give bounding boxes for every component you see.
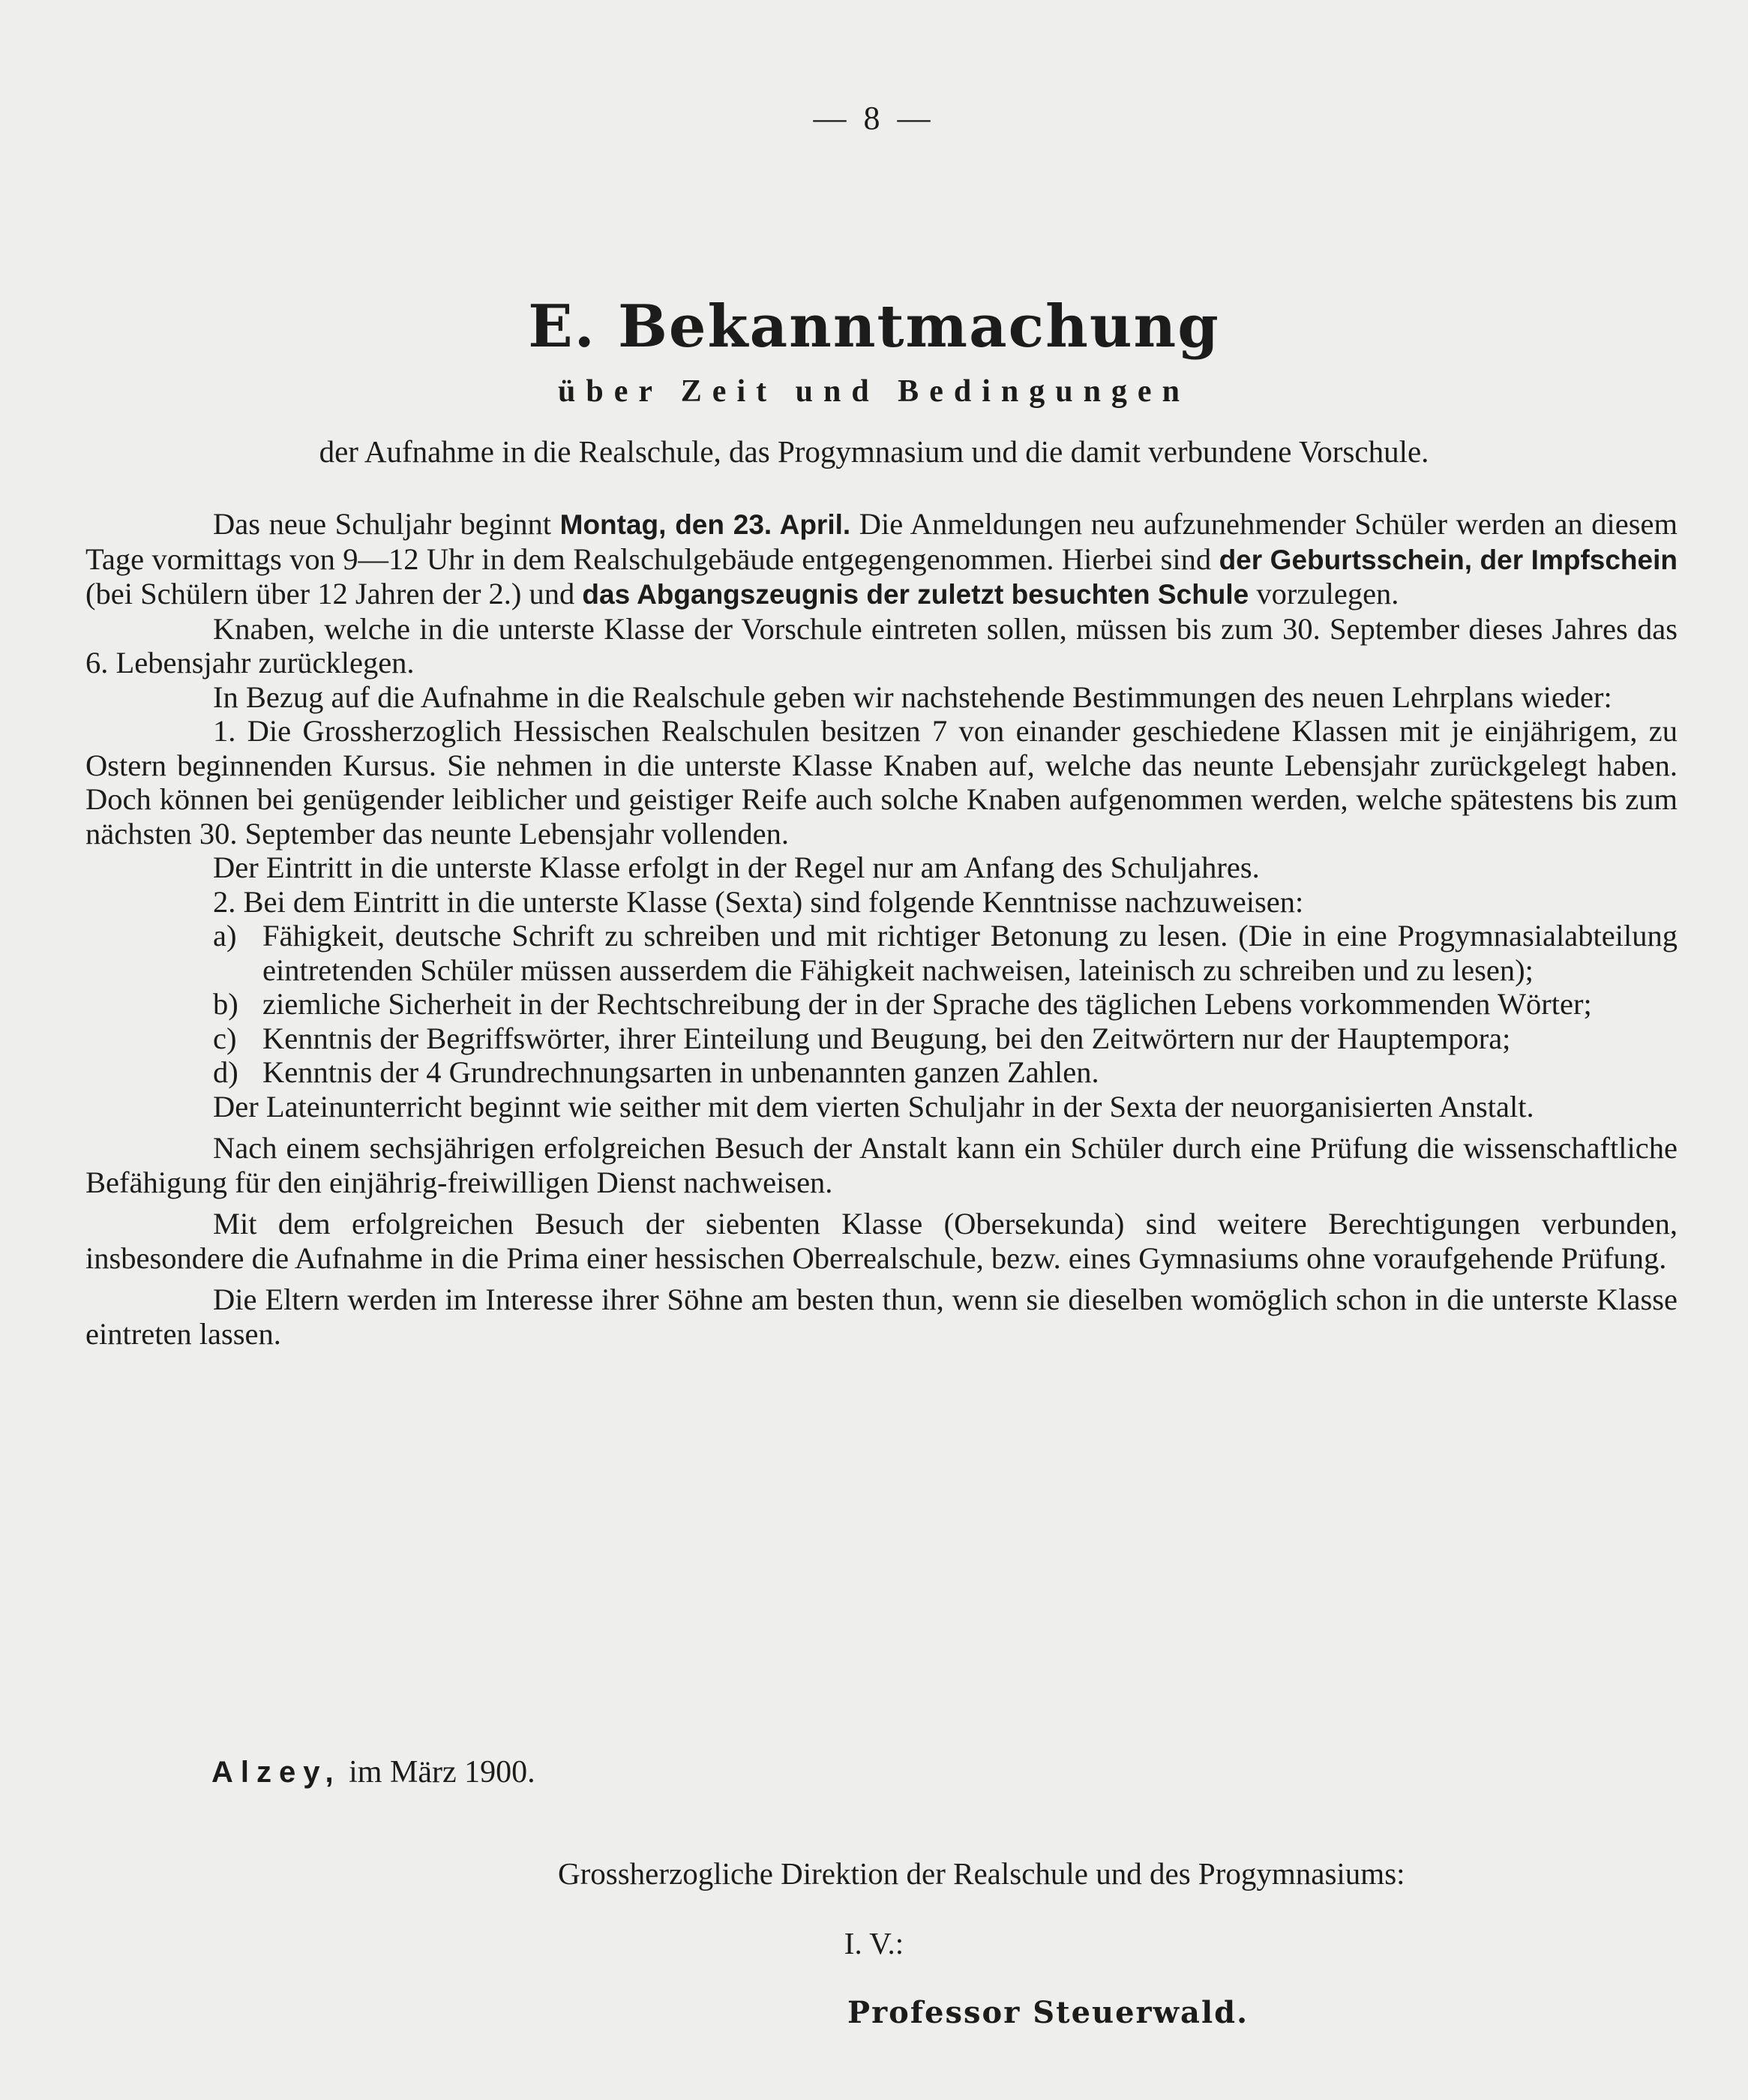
signature-prefix: I. V.:	[844, 1926, 904, 1960]
place-date	[211, 1754, 535, 1790]
leaving-certificate: das Abgangszeugnis der zuletzt besuchten Schule	[582, 579, 1249, 610]
required-documents: der Geburtsschein, der Impfschein	[1219, 544, 1678, 575]
paragraph-school-year: Das neue Schuljahr beginnt Montag, den 23. April. Die Anmeldungen neu aufzunehmender Schüler werden an diesem Tage vormittags von 9—12 Uhr in dem Realschulgebäude entgegengenommen. Hierbei sind der Geburtsschein, der Impfschein (bei Schülern über 12 Jahren der 2.) und das Abgangszeugnis der zuletzt besuchten Schule vorzulegen.	[85, 507, 1678, 610]
subtitle: über Zeit und Bedingungen	[558, 374, 1190, 409]
list-item: b) ziemliche Sicherheit in der Rechtschreibung der in der Sprache des täglichen Lebens vorkommenden Wörter;	[213, 987, 1592, 1021]
issuing-authority: Grossherzogliche Direktion der Realschule und des Progymnasiums:	[558, 1856, 1405, 1891]
paragraph-military-service: Nach einem sechsjährigen erfolgreichen Besuch der Anstalt kann ein Schüler durch eine Prüfung die wissenschaftliche Befähigung für den einjährig-freiwilligen Dienst nachweisen.	[85, 1131, 1678, 1199]
start-date: Montag, den 23. April.	[559, 509, 851, 540]
list-item: c) Kenntnis der Begriffswörter, ihrer Einteilung und Beugung, bei den Zeitwörtern nur der Hauptempora;	[213, 1021, 1511, 1055]
requirements-list	[85, 919, 1678, 1090]
paragraph-rule-1: 1. Die Grossherzoglich Hessischen Realschulen besitzen 7 von einander geschiedene Klassen mit je einjährigem, zu Ostern beginnenden Kursus. Sie nehmen in die unterste Klasse Knaben auf, welche das neunte Lebensjahr zurückgelegt haben. Doch können bei genügender leiblicher und geistiger Reife auch solche Knaben aufgenommen werden, welche spätestens bis zum nächsten 30. September das neunte Lebensjahr vollenden.	[85, 714, 1678, 850]
paragraph-entitlements: Mit dem erfolgreichen Besuch der siebenten Klasse (Obersekunda) sind weitere Berechtigungen verbunden, insbesondere die Aufnahme in die Prima einer hessischen Oberrealschule, bezw. eines Gymnasiums ohne voraufgehende Prüfung.	[85, 1207, 1678, 1275]
signature: Professor Steuerwald.	[847, 1995, 1249, 2030]
paragraph-latin: Der Lateinunterricht beginnt wie seither mit dem vierten Schuljahr in der Sexta der neuorganisierten Anstalt.	[213, 1089, 1534, 1124]
list-item: a) Fähigkeit, deutsche Schrift zu schreiben und mit richtiger Betonung zu lesen. (Die in eine Progymnasialabteilung eintretenden Schüler müssen ausserdem die Fähigkeit nachweisen, lateinisch zu schreiben und zu lesen);	[213, 919, 1678, 987]
paragraph-preschool: Knaben, welche in die unterste Klasse der Vorschule eintreten sollen, müssen bis zum 30. September dieses Jahres das 6. Lebensjahr zurücklegen.	[85, 611, 1678, 680]
date: im März 1900.	[340, 1755, 535, 1790]
intro-line: der Aufnahme in die Realschule, das Progymnasium und die damit verbundene Vorschule.	[319, 434, 1429, 469]
body-text	[85, 507, 1678, 1351]
page-title: E. Bekanntmachung	[528, 292, 1220, 361]
paragraph-regulations-intro: In Bezug auf die Aufnahme in die Realschule geben wir nachstehende Bestimmungen des neuen Lehrplans wieder:	[213, 680, 1612, 714]
place: Alzey,	[211, 1756, 341, 1789]
page-number: — 8 —	[813, 100, 935, 136]
paragraph-rule-2: 2. Bei dem Eintritt in die unterste Klasse (Sexta) sind folgende Kenntnisse nachzuweisen:	[213, 884, 1304, 919]
list-item: d) Kenntnis der 4 Grundrechnungsarten in unbenannten ganzen Zahlen.	[213, 1055, 1099, 1089]
paragraph-parents: Die Eltern werden im Interesse ihrer Söhne am besten thun, wenn sie dieselben womöglich schon in die unterste Klasse eintreten lassen.	[85, 1282, 1678, 1351]
paragraph-entry-time: Der Eintritt in die unterste Klasse erfolgt in der Regel nur am Anfang des Schuljahres.	[213, 850, 1260, 884]
